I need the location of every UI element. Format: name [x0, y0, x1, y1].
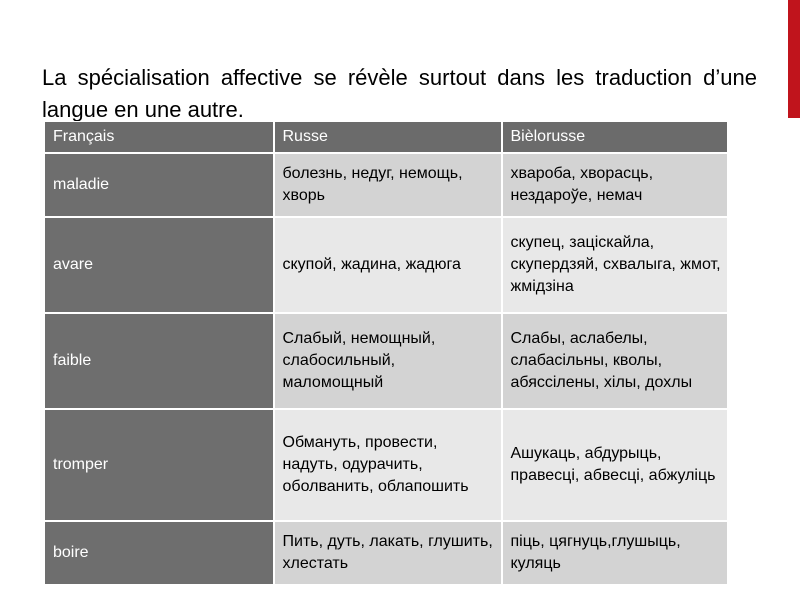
cell-belarusian: Ашукаць, абдурыць, правесцi, абвесцi, абжулiць: [502, 409, 728, 521]
table-row: [45, 153, 728, 217]
cell-french: faible: [45, 313, 274, 409]
cell-french: tromper: [45, 409, 274, 521]
cell-french: avare: [45, 217, 274, 313]
table-row: [45, 217, 728, 313]
cell-russian: скупой, жадина, жадюга: [274, 217, 502, 313]
cell-belarusian: скупец, зацiскайла, скупердзяй, схвалыга, жмот, жмiдзiна: [502, 217, 728, 313]
cell-russian: Пить, дуть, лакать, глушить, хлестать: [274, 521, 502, 585]
table-row: [45, 313, 728, 409]
header-french: Français: [45, 122, 274, 154]
table-header-row: [45, 122, 728, 154]
accent-bar: [788, 0, 800, 118]
cell-russian: болезнь, недуг, немощь, хворь: [274, 153, 502, 217]
cell-belarusian: хвароба, хворасць, нездароўе, немач: [502, 153, 728, 217]
cell-russian: Обмануть, провести, надуть, одурачить, оболванить, облапошить: [274, 409, 502, 521]
cell-russian: Слабый, немощный, слабосильный, маломощный: [274, 313, 502, 409]
header-russian: Russe: [274, 122, 502, 154]
cell-french: maladie: [45, 153, 274, 217]
intro-text: La spécialisation affective se révèle surtout dans les traduction d’une langue en une autre.: [42, 65, 757, 122]
cell-belarusian: Слабы, аслабелы, слабасiльны, кволы, абяссiлены, хiлы, дохлы: [502, 313, 728, 409]
table-row: [45, 409, 728, 521]
table-row: [45, 521, 728, 585]
header-belarusian: Bièlorusse: [502, 122, 728, 154]
translation-table: [44, 121, 729, 586]
cell-belarusian: пiць, цягнуць,глушыць, куляць: [502, 521, 728, 585]
cell-french: boire: [45, 521, 274, 585]
